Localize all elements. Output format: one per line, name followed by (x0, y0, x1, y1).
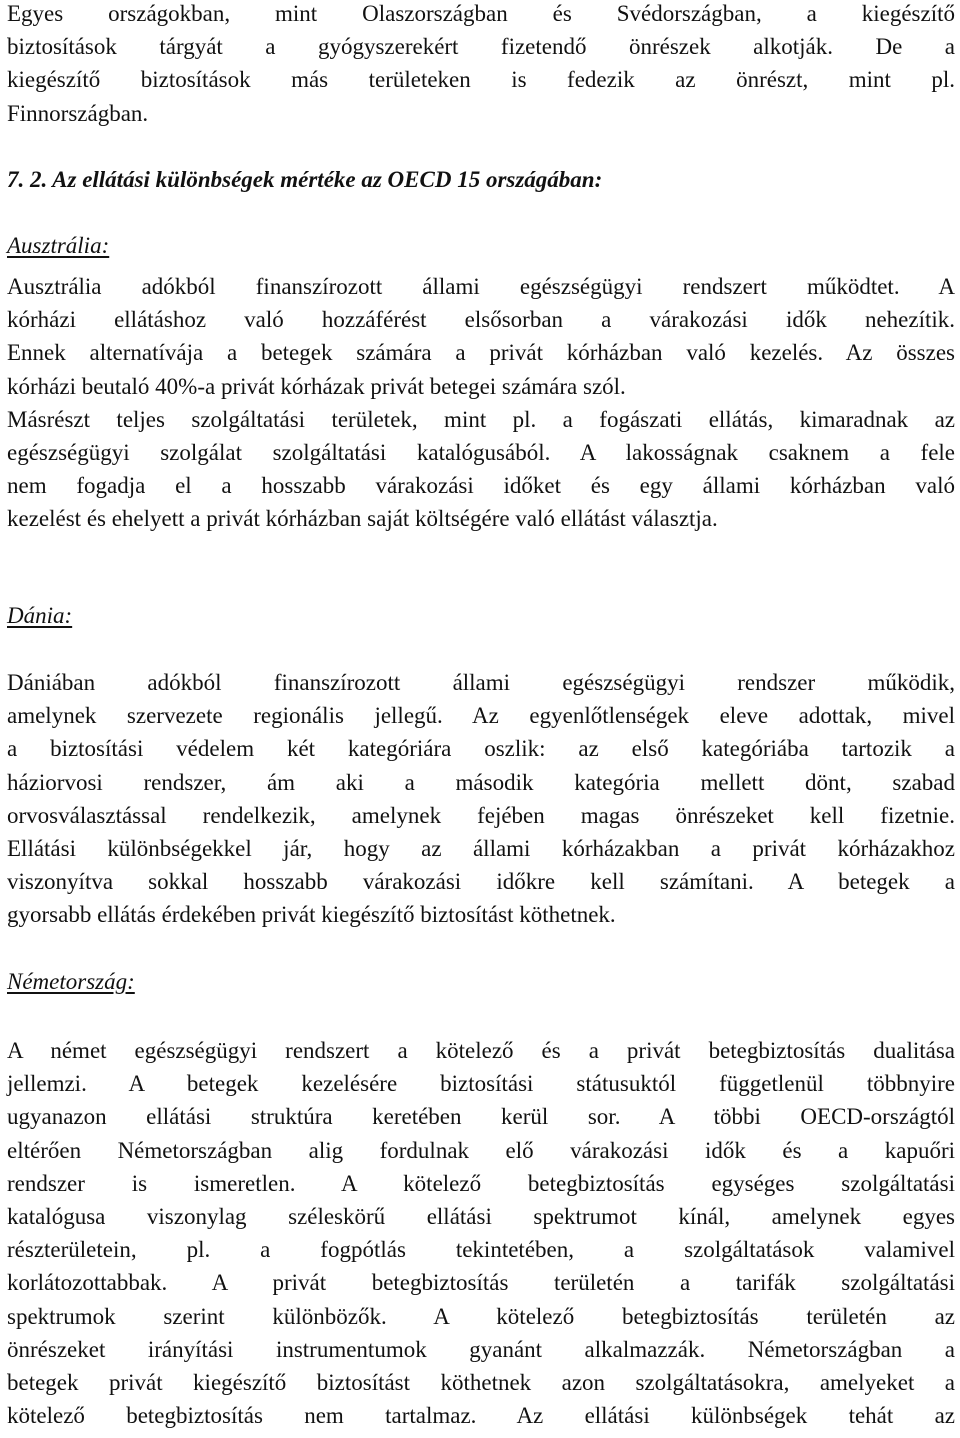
intro-paragraph (7, 0, 955, 130)
germany-line: önrészeket irányítási instrumentumok gyanánt alkalmazzák. Németországban a (7, 1336, 955, 1362)
germany-line: jellemzi. A betegek kezelésére biztosítási státusuktól függetlenül többnyire (7, 1071, 955, 1097)
denmark-line: háziorvosi rendszer, ám aki a második kategória mellett dönt, szabad (7, 769, 955, 795)
germany-line: részterületein, pl. a fogpótlás tekintetében, a szolgáltatások valamivel (7, 1237, 955, 1263)
country-heading-germany: Németország: (7, 969, 135, 994)
country-heading-denmark: Dánia: (7, 603, 73, 628)
denmark-line: gyorsabb ellátás érdekében privát kiegészítő biztosítást köthetnek. (7, 902, 616, 928)
denmark-line: Ellátási különbségekkel jár, hogy az állami kórházakban a privát kórházakhoz (7, 836, 955, 862)
germany-line: spektrumok szerint különbözők. A kötelező betegbiztosítás területén az (7, 1303, 955, 1329)
australia-line: Ausztrália adókból finanszírozott állami egészségügyi rendszert működtet. A (7, 274, 955, 299)
intro-line: Egyes országokban, mint Olaszországban és Svédországban, a kiegészítő (7, 1, 955, 26)
australia-line: Ennek alternatívája a betegek számára a privát kórházban való kezelés. Az összes (7, 340, 955, 366)
intro-line: kiegészítő biztosítások más területeken is fedezik az önrészt, mint pl. (7, 67, 955, 93)
germany-line: korlátozottabbak. A privát betegbiztosítás területén a tarifák szolgáltatási (7, 1270, 955, 1296)
intro-line: Finnországban. (7, 100, 149, 126)
country-heading-australia: Ausztrália: (7, 233, 110, 258)
denmark-line: orvosválasztással rendelkezik, amelynek fejében magas önrészeket kell fizetnie. (7, 802, 955, 828)
germany-line: eltérően Németországban alig fordulnak elő várakozási idők és a kapuőri (7, 1137, 955, 1163)
germany-line: katalógusa viszonylag széleskörű ellátási spektrumot kínál, amelynek egyes (7, 1204, 955, 1230)
germany-line: betegek privát kiegészítő biztosítást köthetnek azon szolgáltatásokra, amelyeket a (7, 1370, 955, 1396)
denmark-line: amelynek szervezete regionális jellegű. Az egyenlőtlenségek eleve adottak, mivel (7, 703, 955, 729)
intro-line: biztosítások tárgyát a gyógyszerekért fizetendő önrészek alkotják. De a (7, 34, 955, 60)
denmark-line: viszonyítva sokkal hosszabb várakozási időkre kell számítani. A betegek a (7, 869, 955, 895)
australia-line: kórházi ellátáshoz való hozzáférést elsősorban a várakozási idők nehezítik. (7, 307, 955, 333)
denmark-paragraph (7, 666, 955, 932)
australia-line: Másrészt teljes szolgáltatási területek, mint pl. a fogászati ellátás, kimaradnak az (7, 406, 955, 432)
germany-line: ugyanazon ellátási struktúra keretében kerül sor. A többi OECD-országtól (7, 1104, 955, 1130)
germany-line: A német egészségügyi rendszert a kötelező és a privát betegbiztosítás dualitása (7, 1038, 955, 1063)
denmark-line: Dániában adókból finanszírozott állami egészségügyi rendszer működik, (7, 670, 955, 695)
section-heading: 7. 2. Az ellátási különbségek mértéke az OECD 15 országában: (7, 167, 603, 192)
germany-line: rendszer is ismeretlen. A kötelező betegbiztosítás egységes szolgáltatási (7, 1170, 955, 1196)
australia-line: egészségügyi szolgálat szolgáltatási katalógusából. A lakosságnak csaknem a fele (7, 440, 955, 466)
germany-paragraph (7, 1034, 955, 1432)
denmark-line: a biztosítási védelem két kategóriára oszlik: az első kategóriába tartozik a (7, 736, 955, 762)
australia-line: nem fogadja el a hosszabb várakozási időket és egy állami kórházban való (7, 473, 955, 499)
australia-line: kezelést és ehelyett a privát kórházban saját költségére való ellátást választja. (7, 506, 718, 532)
germany-line: kötelező betegbiztosítás nem tartalmaz. Az ellátási különbségek tehát az (7, 1403, 955, 1429)
australia-line: kórházi beutaló 40%-a privát kórházak privát betegei számára szól. (7, 373, 626, 399)
australia-paragraph (7, 270, 955, 536)
